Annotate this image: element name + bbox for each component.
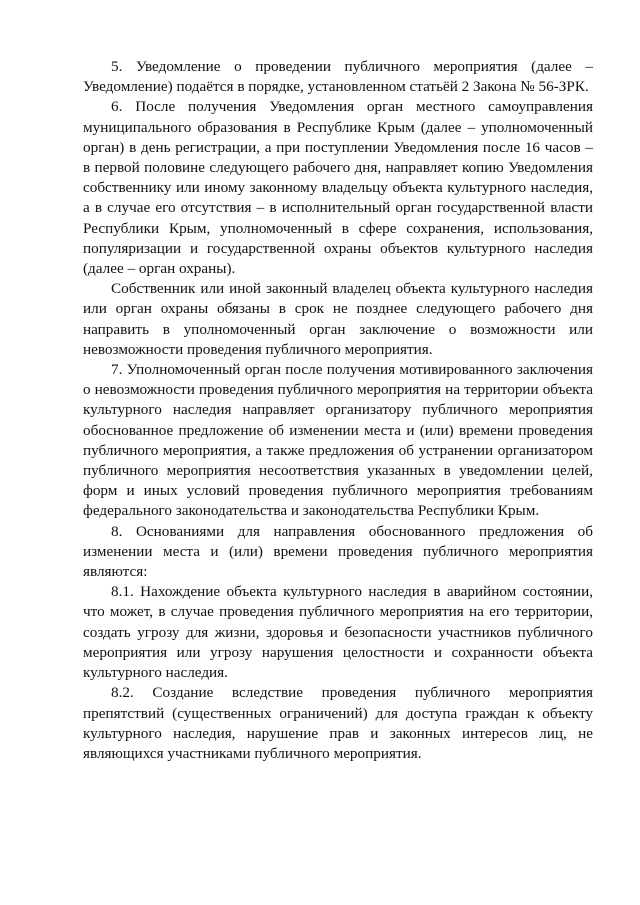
paragraph-item-8-2: 8.2. Создание вследствие проведения публичного мероприятия препятствий (существенных ограничений) для доступа граждан к объекту культурного наследия, нарушение прав и законных интересов лиц, не являющихся участниками публичного мероприятия. xyxy=(83,684,593,762)
paragraph-item-7: 7. Уполномоченный орган после получения мотивированного заключения о невозможности проведения публичного мероприятия на территории объекта культурного наследия направляет организатору публичного мероприятия обоснованное предложение об изменении места и (или) времени проведения публичного мероприятия, а также предложения об устранении организатором публичного мероприятия несоответствия указанных в уведомлении целей, форм и иных условий проведения публичного мероприятия требованиям федерального законодательства и законодательства Республики Крым. xyxy=(83,361,593,520)
paragraph-item-8: 8. Основаниями для направления обоснованного предложения об изменении места и (или) времени проведения публичного мероприятия являются: xyxy=(83,522,593,581)
paragraph-item-8-1: 8.1. Нахождение объекта культурного наследия в аварийном состоянии, что может, в случае проведения публичного мероприятия на его территории, создать угрозу для жизни, здоровья и безопасности участников публичного мероприятия или угрозу нарушения целостности и сохранности объекта культурного наследия. xyxy=(83,583,593,682)
paragraph-owner-obligation: Собственник или иной законный владелец объекта культурного наследия или орган охраны обязаны в срок не позднее следующего рабочего дня направить в уполномоченный орган заключение о возможности или невозможности проведения публичного мероприятия. xyxy=(83,280,593,358)
document-body xyxy=(83,57,593,764)
paragraph-item-5: 5. Уведомление о проведении публичного мероприятия (далее – Уведомление) подаётся в порядке, установленном статьёй 2 Закона № 56-ЗРК. xyxy=(83,58,593,96)
paragraph-item-6: 6. После получения Уведомления орган местного самоуправления муниципального образования в Республике Крым (далее – уполномоченный орган) в день регистрации, а при поступлении Уведомления после 16 часов – в первой половине следующего рабочего дня, направляет копию Уведомления собственнику или иному законному владельцу объекта культурного наследия, а в случае его отсутствия – в исполнительный орган государственной власти Республики Крым, уполномоченный в сфере сохранения, использования, популяризации и государственной охраны объектов культурного наследия (далее – орган охраны). xyxy=(83,98,593,278)
